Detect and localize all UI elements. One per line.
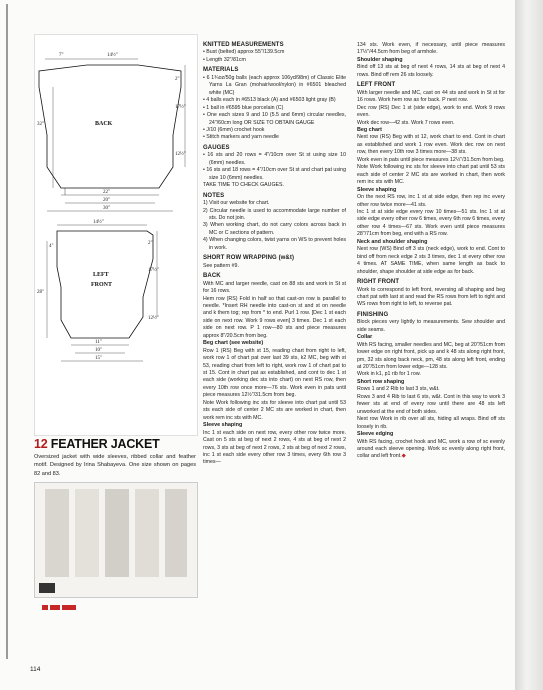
paragraph: Rows 1 and 2 Rib to last 3 sts, w&t. [357, 386, 440, 393]
paragraph: Work even in pats until piece measures 12½"/31.5cm from beg. [357, 156, 505, 163]
thumb-column [135, 489, 159, 577]
subsection-heading: Beg chart [357, 126, 382, 133]
back-measure-width: 30" [103, 206, 111, 211]
list-item: • Stitch markers and yarn needle [203, 134, 279, 141]
list-item: • 16 sts and 18 rows = 4"/10cm over St st and chart pat using size 10 (6mm) needles. [203, 167, 346, 181]
list-item: • 16 sts and 20 rows = 4"/10cm over St st using size 10 (6mm) needles. [203, 152, 346, 166]
paragraph: Dec row (RS) Dec 1 st (side edge), work to end. Work 9 rows even. [357, 104, 505, 119]
front-measure-slope: 2" [148, 241, 153, 246]
list-item: 1) Visit our website for chart. [203, 200, 270, 207]
book-spine [515, 0, 543, 690]
paragraph: Hem row (RS) Fold in half so that cast-on row is parallel to needle. *Insert RH needle into cast-on st and st on needle and k them tog; rep from * to end. Purl 1 row. [Dec 1 st each side on next row. Work 9 rows even] 3 times. Dec 1 st each side on next row. P 1 row—80 sts and piece measures approx 8"/20.5cm from beg. [203, 295, 346, 339]
back-measure-hip: 22" [103, 190, 111, 195]
paragraph: Work to correspond to left front, reversing all shaping and beg chart pat with last st and read the RS rows from left to right and WS rows from right to left, to reverse pat. [357, 286, 505, 308]
front-measure-hip: 11" [95, 340, 102, 345]
paragraph: Next row (RS) Beg with st 12, work chart to end. Cont in chart as established and work 1 row even. Work dec row on next row, then every 10th row 3 times more—38 sts. [357, 134, 505, 156]
front-measure-neck: 4" [49, 244, 54, 249]
subsection-heading: Sleeve shaping [203, 422, 243, 429]
paragraph: Bind off 13 sts at beg of next 4 rows, 14 sts at beg of next 4 rows. Bind off rem 26 sts loosely. [357, 64, 505, 78]
paragraph: On the next RS row, inc 1 st at side edge, then rep inc every other row twice more—41 sts. [357, 194, 505, 208]
section-heading: FINISHING [357, 311, 389, 318]
list-item: 3) When working chart, do not carry colors across back in MC or C sections of pattern. [203, 222, 346, 236]
schematic-drawing [35, 35, 197, 435]
list-item: • 4 balls each in #6513 black (A) and #6503 light gray (B) [203, 97, 336, 104]
page-number: 114 [30, 666, 41, 673]
paragraph: With MC and larger needle, cast on 88 sts and work in St st for 16 rows. [203, 280, 346, 295]
pattern-title [34, 437, 196, 451]
front-measure-hem: 10" [95, 348, 103, 353]
back-measure-side: 12½" [175, 152, 186, 157]
paragraph: Work in k1, p1 rib for 1 row. [357, 371, 421, 378]
pattern-number: 12 [34, 437, 48, 451]
front-measure-width: 15" [95, 356, 103, 361]
list-item: • 1 ball in #6595 blue porcelain (C) [203, 104, 284, 111]
section-heading: NOTES [203, 192, 225, 199]
back-measure-shoulder: 7" [59, 53, 64, 58]
end-mark: ◆ [401, 453, 406, 460]
margin-rule [6, 4, 8, 659]
back-measure-length: 32" [37, 122, 45, 127]
pattern-title-block [34, 437, 196, 478]
section-heading: GAUGES [203, 144, 230, 151]
paragraph: Row 1 (RS) Beg with st 15, reading chart from right to left, work row 1 of chart pat over last 39 sts, k2 MC, beg with st 53, reading chart from left to right, work row 1 of chart pat to st 15. Cont in chart pat as established, and cont to dec 1 st each side (working dec sts into chart) on next RS row, then every 10th row once more—76 sts. Work even in pats until piece measures 12½"/31.5cm from beg. [203, 347, 346, 399]
paragraph: Rows 3 and 4 Rib to last 6 sts, w&t. Cont in this way to work 3 fewer sts at end of every row until there are 48 sts left unworked at the end of both sides. [357, 393, 505, 415]
subsection-heading: Collar [357, 334, 373, 341]
paragraph: Note Work following inc sts for sleeve into chart pat until 53 sts each side of center 2 MC sts are worked in chart, then work rem inc sts with MC. [203, 399, 346, 421]
front-measure-shoulder: 14½" [93, 220, 104, 225]
instructions-column-2 [357, 42, 505, 461]
front-label-line1: LEFT [93, 272, 109, 278]
paragraph: Next row Work in rib over all sts, hiding all wraps. Bind off sts loosely in rib. [357, 416, 505, 430]
pages-thumbnail [34, 482, 198, 598]
list-item: 4) When changing colors, twist yarns on WS to prevent holes in work. [203, 237, 346, 251]
back-measure-neck: 14½" [107, 53, 118, 58]
section-heading: SHORT ROW WRAPPING (w&t) [203, 255, 295, 262]
brand-mark [42, 604, 78, 611]
section-heading: MATERIALS [203, 67, 239, 74]
paragraph: Inc 1 st each side on next row, every other row twice more. Cast on 5 sts at beg of next 2 rows, 4 sts at beg of next 2 rows, 3 sts at beg of next 2 rows, 2 sts at beg of next 2 rows, inc 1 st each side every other row 3 times, every 6th row 3 times— [203, 429, 346, 466]
subsection-heading: Short row shaping [357, 378, 405, 385]
section-heading: LEFT FRONT [357, 82, 396, 89]
paragraph: TAKE TIME TO CHECK GAUGES. [203, 182, 285, 189]
back-label: BACK [95, 121, 113, 127]
section-heading: BACK [203, 273, 221, 280]
paragraph: 134 sts. Work even, if necessary, until piece measures 17½"/44.5cm from beg of armhole. [357, 42, 505, 56]
front-label-line2: FRONT [91, 282, 112, 288]
paragraph: Note Work following inc sts for sleeve into chart pat until 53 sts each side of center 2 MC sts are worked in chart, then work rem inc sts with MC. [357, 164, 505, 186]
paragraph: Work dec row—42 sts. Work 7 rows even. [357, 119, 455, 126]
list-item: • One each sizes 9 and 10 (5.5 and 6mm) circular needles, 24"/60cm long OR SIZE TO OBTAIN GAUGE [203, 112, 346, 126]
list-item: • Bust (belted) approx 55"/139.5cm [203, 49, 285, 56]
paragraph: With RS facing, smaller needles and MC, beg at 20"/51cm from lower edge on right front, pick up and k 48 sts along right front, pm, 32 sts along back neck, pm, 48 sts along left front, ending at 20"/51cm from lower edge—128 sts. [357, 341, 505, 371]
list-item: • Length 32"/81cm [203, 56, 246, 63]
subsection-heading: Beg chart (see website) [203, 340, 264, 347]
schematic-panel [34, 34, 198, 436]
front-measure-length: 28" [37, 290, 45, 295]
pattern-name: FEATHER JACKET [50, 437, 160, 451]
thumb-column [105, 489, 129, 577]
subsection-heading: Sleeve shaping [357, 186, 397, 193]
pattern-description: Oversized jacket with wide sleeves, ribbed collar and feather motif. Designed by Irina Shabayeva. One size shown on pages 82 and 83. [34, 454, 196, 477]
subsection-heading: Sleeve edging [357, 431, 394, 438]
instructions-column-1 [203, 42, 346, 467]
thumb-tab [39, 583, 55, 593]
paragraph: Next row (WS) Bind off 3 sts (neck edge), work to end. Cont to bind off from neck edge 2 sts 3 times, dec 1 st every other row 4 times. AT SAME TIME, when same length as back to shoulder, shape shoulder at side edge as for back. [357, 246, 505, 275]
front-measure-side: 12½" [148, 316, 159, 321]
list-item: • 6 1¾oz/50g balls (each approx 106yd/98m) of Classic Elite Yarns La Gran (mohair/wool/nylon) in #6501 bleached white (MC) [203, 74, 346, 96]
thumb-column [45, 489, 69, 577]
paragraph: See pattern #9. [203, 262, 239, 269]
subsection-heading: Shoulder shaping [357, 56, 403, 63]
list-item: • J/10 (6mm) crochet hook [203, 126, 265, 133]
thumb-column [165, 489, 187, 577]
front-measure-armhole: 17½" [148, 268, 159, 273]
subsection-heading: Neck and shoulder shaping [357, 238, 428, 245]
thumb-column [75, 489, 99, 577]
paragraph: With RS facing, crochet hook and MC, work a row of sc evenly around each sleeve opening. Work sc evenly along right front, collar and left front.◆ [357, 438, 505, 460]
paragraph: Inc 1 st at side edge every row 10 times—51 sts. Inc 1 st at side edge every other row 6 times, every 6th row 6 times, every other row 4 times—67 sts. Work even until piece measures 28"/71cm from beg, end with a RS row. [357, 208, 505, 238]
section-heading: RIGHT FRONT [357, 279, 400, 286]
back-schematic [39, 65, 181, 195]
section-heading: KNITTED MEASUREMENTS [203, 42, 284, 48]
paragraph: Block pieces very lightly to measurements. Sew shoulder and side seams. [357, 319, 505, 333]
back-measure-hem: 20" [103, 198, 111, 203]
back-measure-armhole: 17½" [175, 105, 186, 110]
paragraph: With larger needle and MC, cast on 44 sts and work in St st for 16 rows. Work hem row as for back. P next row. [357, 89, 505, 104]
back-measure-slope: 2" [175, 77, 180, 82]
list-item: 2) Circular needle is used to accommodate large number of sts. Do not join. [203, 207, 346, 221]
